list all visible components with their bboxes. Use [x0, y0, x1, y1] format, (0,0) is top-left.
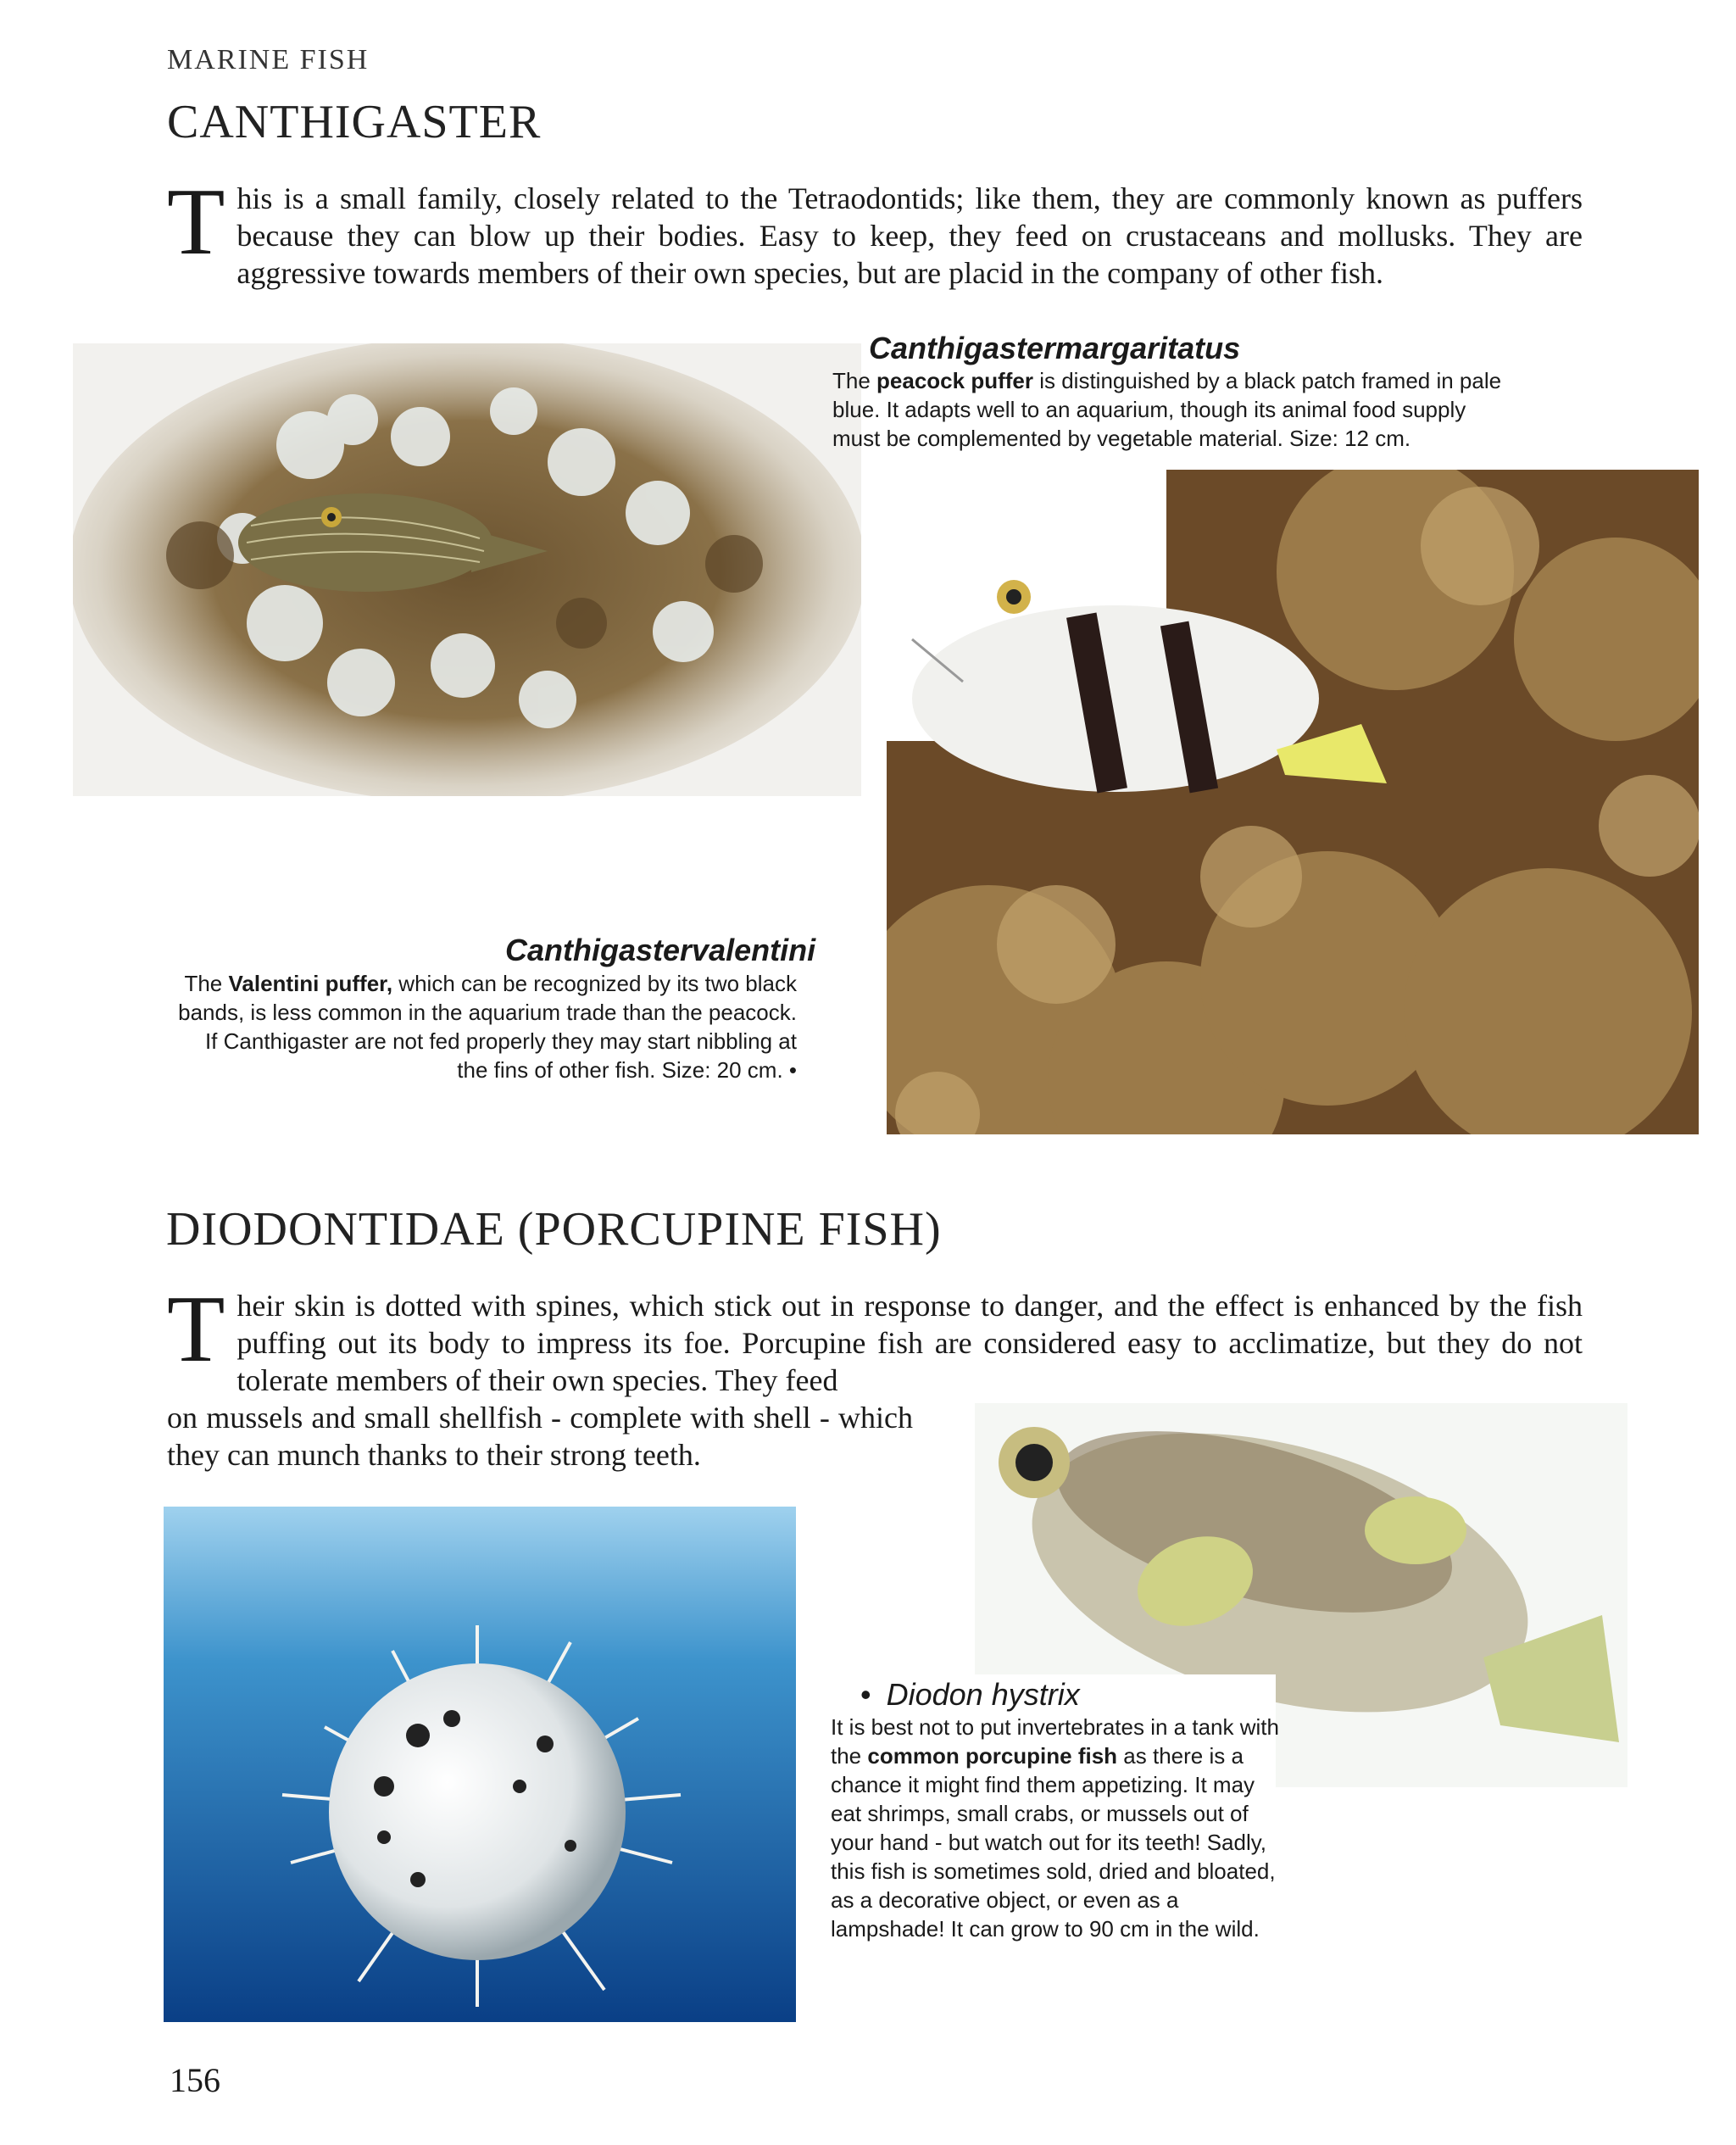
page-title: CANTHIGASTER	[167, 96, 542, 148]
valentini-caption-title: Canthigastervalentini	[505, 933, 816, 967]
margaritatus-caption	[832, 366, 1519, 453]
bullet: •	[860, 1677, 871, 1712]
inflated-porcupine-fish-photo	[164, 1507, 796, 2022]
diodontidae-text-cont: on mussels and small shellfish - complete with shell - which they can munch thanks to their strong teeth.	[167, 1401, 913, 1472]
valentini-caption	[174, 969, 797, 1084]
diodontidae-text: heir skin is dotted with spines, which stick out in response to danger, and the effect is enhanced by the fish puffing out its body to impress its foe. Porcupine fish are considered easy to acclimatize, but they do not tolerate members of their own species. They feed	[236, 1289, 1583, 1397]
section-label: MARINE FISH	[167, 44, 370, 75]
caption-text: The	[184, 971, 229, 996]
margaritatus-caption-title: Canthigastermargaritatus	[869, 331, 1241, 365]
caption-bold: Valentini puffer,	[228, 971, 393, 996]
page-number: 156	[170, 2061, 220, 2099]
caption-text: which can be recognized by its two black bands, is less common in the aquarium trade than the peacock. If Canthigaster are not fed properly they may start nibbling at the fins of other fish. Size: 20 cm. •	[178, 971, 797, 1083]
valentini-puffer-photo	[887, 470, 1699, 1134]
hystrix-title: Diodon hystrix	[886, 1677, 1080, 1712]
drop-cap: T	[167, 170, 225, 275]
intro-paragraph	[167, 170, 1583, 292]
peacock-puffer-photo	[73, 343, 861, 796]
diodontidae-paragraph-cont	[167, 1399, 913, 1474]
caption-bold: common porcupine fish	[867, 1743, 1118, 1769]
hystrix-caption-title	[860, 1677, 1080, 1713]
drop-cap: T	[167, 1277, 225, 1382]
diodontidae-paragraph	[167, 1277, 1583, 1399]
section-heading-diodontidae: DIODONTIDAE (PORCUPINE FISH)	[166, 1203, 942, 1256]
caption-text: It is best not to put invertebrates in a tank with the	[831, 1714, 1279, 1769]
caption-bold: peacock puffer	[876, 368, 1033, 393]
caption-text: as there is a chance it might find them appetizing. It may eat shrimps, small crabs, or mussels out of your hand - but watch out for its teeth! Sadly, this fish is sometimes sold, dried and bloated, as a decorative object, or even as a lampshade! It can grow to 90 cm in the wild.	[831, 1743, 1276, 1942]
caption-text: The	[832, 368, 877, 393]
hystrix-caption	[831, 1713, 1280, 1943]
intro-text: his is a small family, closely related to the Tetraodontids; like them, they are commonly known as puffers because they can blow up their bodies. Easy to keep, they feed on crustaceans and mollusks. They are aggressive towards members of their own species, but are placid in the company of other fish.	[236, 181, 1583, 290]
caption-text: is distinguished by a black patch framed in pale blue. It adapts well to an aquarium, though its animal food supply must be complemented by vegetable material. Size: 12 cm.	[832, 368, 1502, 451]
